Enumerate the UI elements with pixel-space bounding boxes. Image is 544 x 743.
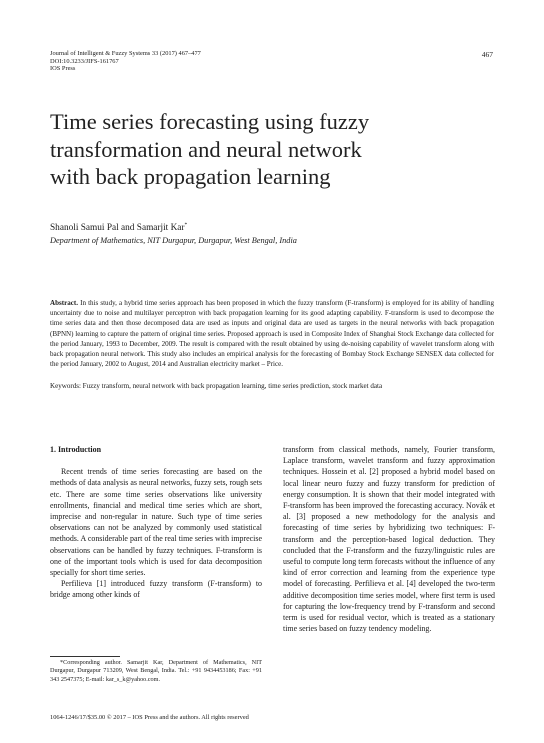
affiliation: Department of Mathematics, NIT Durgapur, Durgapur, West Bengal, India (50, 236, 297, 245)
paragraph: Perfilieva [1] introduced fuzzy transform (F-transform) to bridge among other kinds of (50, 579, 262, 600)
copyright-footer: 1064-1246/17/$35.00 © 2017 – IOS Press and the authors. All rights reserved (50, 714, 249, 721)
corresponding-mark: * (184, 221, 188, 228)
footnote-divider (50, 656, 120, 657)
publisher: IOS Press (50, 65, 76, 73)
footnote: *Corresponding author. Samarjit Kar, Department of Mathematics, NIT Durgapur, Durgapur 713209, West Bengal, India. Tel.: +91 9434453186; Fax: +91 343 2547375; E-mail: kar_s_k@yahoo.com. (50, 659, 262, 683)
abstract-label: Abstract. (50, 299, 78, 307)
section-heading: 1. Introduction (50, 445, 102, 454)
journal-citation: Journal of Intelligent & Fuzzy Systems 33 (2017) 467–477 (50, 50, 201, 57)
abstract (50, 298, 494, 369)
title-line: Time series forecasting using fuzzy (50, 109, 370, 134)
author-names: Shanoli Samui Pal and Samarjit Kar (50, 223, 185, 233)
running-header (50, 50, 201, 73)
left-column (50, 444, 262, 601)
doi: DOI:10.3233/JIFS-161767 (50, 57, 119, 65)
page-number: 467 (481, 50, 493, 59)
title-line: transformation and neural network (50, 136, 362, 162)
paragraph: Recent trends of time series forecasting are based on the methods of data analysis as neural networks, fuzzy sets, rough sets etc. There are some time series observations like university enrollments, financial and medical time series which are short, imprecise and non-regular in nature. Such type of time series observations can not be analyzed by commonly used statistical methods. A considerable part of the real time series with imprecise observations can be handled by fuzzy techniques. F-transform is one of the important tools which is used for data decomposition specially for short time series. (50, 467, 262, 578)
abstract-text: In this study, a hybrid time series approach has been proposed in which the fuzzy transform (F-transform) is employed for its ability of handling uncertainty due to noise and multilayer perceptron with back propagation learning for its good adapting capability. F-transform is used to decompose the time series data and then those decomposed data are used as inputs and original data are used as targets in the neural networks with back propagation (BPNN) learning to capture the pattern of original time series. Proposed approach is used in Composite Index of Shanghai Stock Exchange data collected for the period January, 1993 to December, 2009. The result is compared with the result obtained by using de-noising capability of wavelet transform along with back propagation neural network. This study also includes an empirical analysis for the forecasting of Bombay Stock Exchange SENSEX data collected for the period January, 2002 to August, 2014 and Australian electricity market – Price. (50, 299, 494, 369)
right-column (283, 444, 495, 634)
author-list (50, 223, 187, 234)
paper-title (50, 108, 490, 191)
paragraph: transform from classical methods, namely, Fourier transform, Laplace transform, wavelet transform and fuzzy approximation techniques. Hossein et al. [2] proposed a hybrid model based on local linear neuro fuzzy and fuzzy transform for prediction of energy consumption. It is shown that their model integrated with F-transform has been improved the forecasting accuracy. Novák et al. [3] proposed a new methodology for the analysis and forecasting of time series by hybridizing two techniques: F-transform and the perception-based logical deduction. They concluded that the F-transform and the fuzzy/linguistic rules are useful to compute long term forecasts without the influence of any kind of error correction and learning from the experience type model of forecasting. Perfilieva et al. [4] developed the two-term additive decomposition time series model, where first term is used for capturing the low-frequency trend by F-transform and second term is used for residual vector, which is treated as a stationary time series based on fuzzy tendency modeling. (283, 445, 495, 634)
title-line: with back propagation learning (50, 164, 331, 189)
keywords: Keywords: Fuzzy transform, neural network with back propagation learning, time series prediction, stock market data (50, 382, 383, 390)
